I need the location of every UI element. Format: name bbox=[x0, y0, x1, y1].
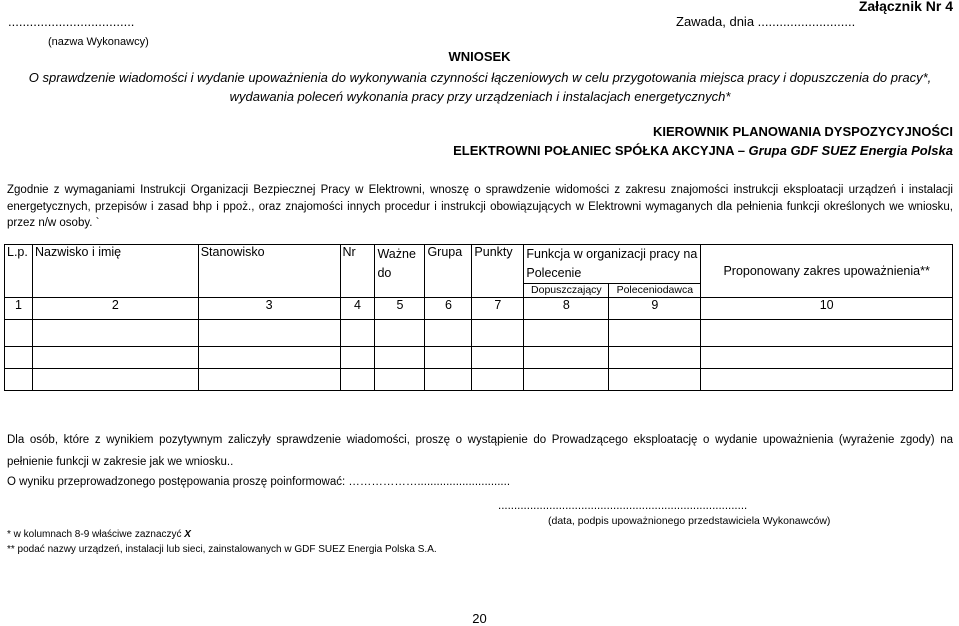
header-lp: L.p. bbox=[5, 245, 33, 298]
col-number: 8 bbox=[524, 298, 609, 320]
footnote-1-mark: X bbox=[184, 529, 191, 540]
addressee-line-2 bbox=[453, 143, 953, 158]
document-title: WNIOSEK bbox=[448, 49, 511, 64]
col-number: 9 bbox=[609, 298, 701, 320]
col-number: 10 bbox=[701, 298, 953, 320]
footnote-1-text: * w kolumnach 8-9 właściwe zaznaczyć bbox=[7, 529, 182, 540]
header-valid-to: Ważne do bbox=[375, 245, 425, 298]
page-number: 20 bbox=[472, 611, 487, 626]
col-number: 6 bbox=[425, 298, 472, 320]
signature-caption: (data, podpis upoważnionego przedstawiciela Wykonawców) bbox=[548, 515, 831, 527]
annex-label: Załącznik Nr 4 bbox=[858, 0, 953, 14]
addressee-company: ELEKTROWNI POŁANIEC SPÓŁKA AKCYJNA – bbox=[453, 143, 745, 158]
header-admitting: Dopuszczający bbox=[524, 284, 609, 298]
table-row bbox=[5, 320, 953, 347]
col-number: 4 bbox=[340, 298, 375, 320]
col-number: 2 bbox=[32, 298, 198, 320]
table-row bbox=[5, 347, 953, 369]
header-function: Funkcja w organizacji pracy na Polecenie bbox=[524, 245, 701, 284]
date-line: Zawada, dnia ........................... bbox=[676, 14, 856, 29]
footnote-2: ** podać nazwy urządzeń, instalacji lub sieci, zainstalowanych w GDF SUEZ Energia Polska S.A. bbox=[7, 544, 437, 555]
contractor-name-line: ................................... bbox=[8, 14, 135, 29]
persons-table bbox=[4, 244, 953, 391]
addressee-group: Grupa GDF SUEZ Energia Polska bbox=[748, 143, 953, 158]
col-number: 5 bbox=[375, 298, 425, 320]
table-row bbox=[5, 369, 953, 391]
request-paragraph: Dla osób, które z wynikiem pozytywnym zaliczyły sprawdzenie wiadomości, proszę o wystąpienie do Prowadzącego eksploatację o wydanie upoważnienia (wyrażenie zgody) na pełnienie funkcji w zakresie jak we wniosku.. bbox=[7, 434, 953, 468]
header-points: Punkty bbox=[472, 245, 524, 298]
header-scope: Proponowany zakres upoważnienia** bbox=[701, 245, 953, 298]
footnote-1 bbox=[7, 529, 191, 540]
notification-line: O wyniku przeprowadzonego postępowania proszę poinformować: ………………............................. bbox=[7, 476, 511, 488]
col-number: 1 bbox=[5, 298, 33, 320]
header-nr: Nr bbox=[340, 245, 375, 298]
header-group: Grupa bbox=[425, 245, 472, 298]
addressee-line-1: KIEROWNIK PLANOWANIA DYSPOZYCYJNOŚCI bbox=[653, 124, 953, 139]
header-name: Nazwisko i imię bbox=[32, 245, 198, 298]
contractor-caption: (nazwa Wykonawcy) bbox=[48, 36, 149, 48]
document-subtitle: O sprawdzenie wiadomości i wydanie upoważnienia do wykonywania czynności łączeniowych w celu przygotowania miejsca pracy i dopuszczenia do pracy*, wydawania poleceń wykonania pracy przy urządzeniach i instalacjach energetycznych* bbox=[28, 70, 932, 104]
signature-line: .............................................................................. bbox=[498, 500, 748, 512]
header-ordering: Poleceniodawca bbox=[609, 284, 701, 298]
header-position: Stanowisko bbox=[198, 245, 340, 298]
col-number: 7 bbox=[472, 298, 524, 320]
col-number: 3 bbox=[198, 298, 340, 320]
intro-paragraph: Zgodnie z wymaganiami Instrukcji Organizacji Bezpiecznej Pracy w Elektrowni, wnoszę o sprawdzenie widomości z zakresu znajomości instrukcji eksploatacji urządzeń i instalacji energetycznych, przepisów i zasad bhp i ppoż., oraz znajomości innych procedur i instrukcji obowiązujących w Elektrowni wymaganych dla pełnienia funkcji określonych we wniosku, przez n/w osoby. ` bbox=[7, 184, 953, 229]
